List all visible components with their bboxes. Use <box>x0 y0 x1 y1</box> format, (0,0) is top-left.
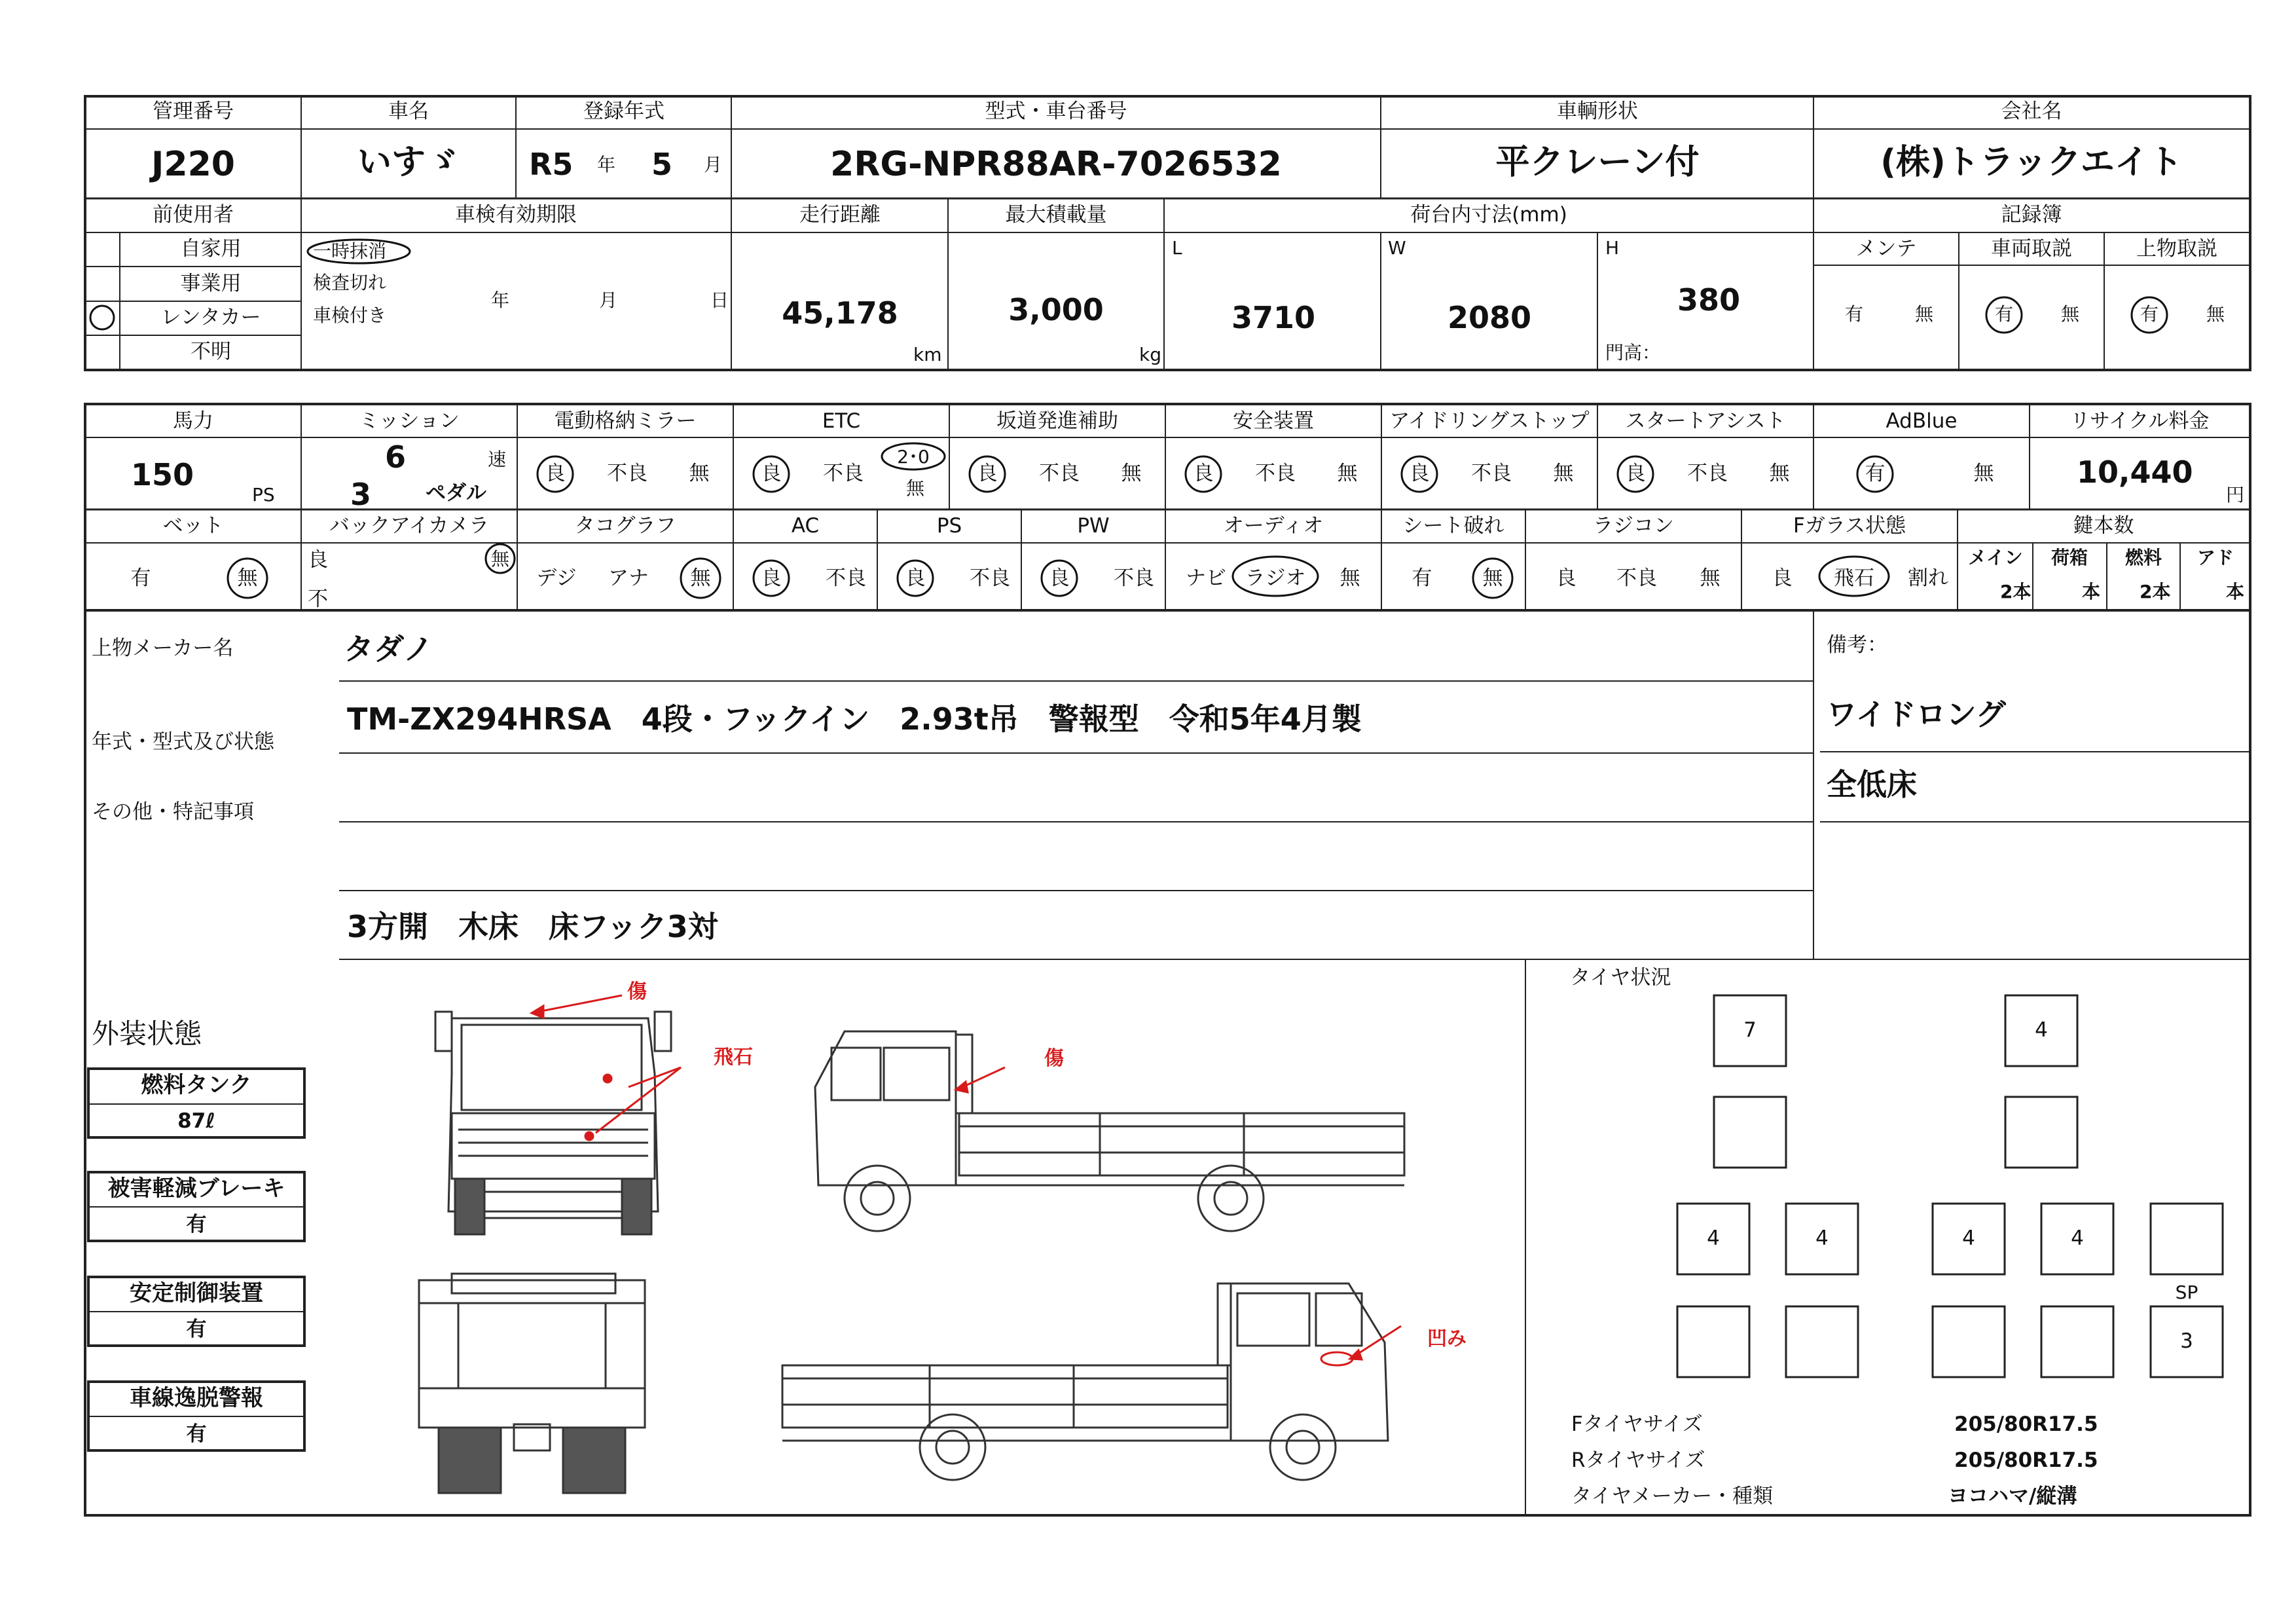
anzen-furyo: 不良 <box>1255 462 1296 485</box>
glass-ryo: 良 <box>1772 566 1793 590</box>
anzen-ryo: 良 <box>1193 462 1214 485</box>
use-jikayo: 自家用 <box>180 237 242 261</box>
ps-ryo: 良 <box>905 566 926 590</box>
seat-yu: 有 <box>1412 566 1432 590</box>
damage-hekomi: 凹み <box>1427 1327 1467 1350</box>
truck-front-view <box>435 1012 671 1234</box>
kanri-value: J220 <box>151 145 235 184</box>
ac-ryo: 良 <box>761 566 782 590</box>
pedals-value: 3 <box>350 477 372 512</box>
header-shamei: 車名 <box>388 100 429 123</box>
taco-ana: アナ <box>608 566 649 590</box>
back-mu: 無 <box>490 548 510 570</box>
uwamono-torisetsu-label: 上物取説 <box>2136 237 2217 261</box>
mirror-furyo: 不良 <box>607 462 647 485</box>
biko-line2: 全低床 <box>1827 767 1917 802</box>
L-label: L <box>1172 237 1182 259</box>
tire-rear-1: 4 <box>1707 1227 1720 1250</box>
pedal-label: ペダル <box>426 481 486 505</box>
radicon-ryo: 良 <box>1556 566 1576 590</box>
key-main-label: メイン <box>1968 547 2023 568</box>
use-jigyoyo: 事業用 <box>180 272 242 295</box>
header-idling: アイドリングストップ <box>1389 409 1590 433</box>
uwamono-mu: 無 <box>2206 303 2225 325</box>
tire-front-right: 4 <box>2035 1018 2048 1042</box>
header-toroku: 登録年式 <box>583 100 665 123</box>
header-radicon: ラジコン <box>1593 514 1674 538</box>
start-furyo: 不良 <box>1687 462 1728 485</box>
use-fumei: 不明 <box>191 340 231 363</box>
header-soko: 走行距離 <box>799 203 881 227</box>
montaka-label: 門高： <box>1605 342 1661 363</box>
bariki-value: 150 <box>131 457 194 492</box>
header-ac: AC <box>791 514 820 538</box>
header-katashiki: 型式・車台番号 <box>985 100 1127 123</box>
header-pw: PW <box>1077 514 1110 538</box>
key-ad-value: 本 <box>2226 581 2245 602</box>
seat-mu: 無 <box>1482 566 1503 590</box>
etc-furyo: 不良 <box>823 462 864 485</box>
other-line: 3方開 木床 床フック3対 <box>347 909 718 944</box>
kaisha-value: (株)トラックエイト <box>1880 143 2183 182</box>
header-etc: ETC <box>822 409 861 433</box>
tire-rear-2: 4 <box>1815 1227 1829 1250</box>
idling-mu: 無 <box>1553 462 1574 485</box>
f-tire-size-label: Fタイヤサイズ <box>1571 1412 1703 1436</box>
gears-value: 6 <box>385 439 407 475</box>
audio-navi: ナビ <box>1186 566 1226 590</box>
header-taco: タコグラフ <box>574 514 676 538</box>
W-value: 2080 <box>1447 300 1532 335</box>
shaken-nen: 年 <box>491 289 510 311</box>
truck-rear-view <box>419 1274 645 1493</box>
pw-furyo: 不良 <box>1114 566 1154 590</box>
tire-maker-label: タイヤメーカー・種類 <box>1571 1485 1774 1508</box>
idling-furyo: 不良 <box>1471 462 1512 485</box>
shaken-tsuki: 車検付き <box>313 304 387 326</box>
sharyo-yu: 有 <box>1995 303 2014 325</box>
mileage-value: 45,178 <box>782 295 898 331</box>
adblue-yu: 有 <box>1865 462 1886 485</box>
radicon-furyo: 不良 <box>1616 566 1657 590</box>
truck-side-right-view <box>782 1283 1388 1480</box>
damage-kizu-front: 傷 <box>627 980 647 1003</box>
audio-mu: 無 <box>1339 566 1360 590</box>
adblue-mu: 無 <box>1973 462 1994 485</box>
header-mission: ミッション <box>359 409 460 433</box>
load-value: 3,000 <box>1008 292 1104 327</box>
header-ps: PS <box>936 514 962 538</box>
header-kanri: 管理番号 <box>153 100 234 123</box>
key-ad-label: アド <box>2196 547 2234 568</box>
glass-hiseki: 飛石 <box>1834 566 1874 590</box>
uwamono-maker-label: 上物メーカー名 <box>92 637 234 660</box>
H-value: 380 <box>1677 282 1741 318</box>
taco-mu: 無 <box>690 566 711 590</box>
tire-title: タイヤ状況 <box>1570 966 1671 989</box>
header-glass: Fガラス状態 <box>1793 514 1906 538</box>
fuel-tank-value: 87ℓ <box>177 1109 215 1133</box>
mirror-mu: 無 <box>689 462 710 485</box>
stability-value: 有 <box>186 1318 207 1341</box>
key-nenryo-label: 燃料 <box>2124 547 2162 568</box>
tire-sp-value: 3 <box>2180 1329 2193 1353</box>
stability-label: 安定制御装置 <box>130 1280 263 1306</box>
uwamono-yu: 有 <box>2140 303 2159 325</box>
nenshiki-label: 年式・型式及び状態 <box>92 730 274 754</box>
sonota-label: その他・特記事項 <box>92 800 254 824</box>
truck-side-left-view <box>815 1031 1404 1231</box>
etc-version: 2･0 <box>897 446 930 468</box>
damage-hiseki: 飛石 <box>714 1046 753 1069</box>
header-recycle: リサイクル料金 <box>2069 409 2210 433</box>
sharyo-mu: 無 <box>2061 303 2080 325</box>
sharyo-torisetsu-label: 車両取説 <box>1991 237 2072 261</box>
damage-markers <box>532 995 1401 1359</box>
brake-label: 被害軽減ブレーキ <box>107 1175 285 1202</box>
pw-ryo: 良 <box>1049 566 1070 590</box>
header-adblue: AdBlue <box>1886 409 1958 433</box>
tire-rear-3: 4 <box>1962 1227 1975 1250</box>
month-value: 5 <box>651 147 673 182</box>
header-nidai: 荷台内寸法(mm) <box>1410 203 1567 227</box>
header-shaken: 車検有効期限 <box>455 203 577 227</box>
ps-unit: PS <box>252 484 275 506</box>
header-anzen: 安全装置 <box>1233 409 1314 433</box>
f-tire-size: 205/80R17.5 <box>1954 1412 2098 1436</box>
glass-ware: 割れ <box>1908 566 1948 590</box>
H-label: H <box>1605 237 1620 259</box>
kg-unit: kg <box>1139 344 1161 365</box>
header-seat: シート破れ <box>1402 514 1504 538</box>
tire-rear-4: 4 <box>2071 1227 2084 1250</box>
header-keys: 鍵本数 <box>2073 514 2134 538</box>
key-niba-label: 荷箱 <box>2050 547 2088 568</box>
tsuki-label: 月 <box>704 154 723 175</box>
truck-diagrams <box>419 1012 1404 1493</box>
damage-kizu-side: 傷 <box>1044 1047 1064 1070</box>
ps-furyo: 不良 <box>970 566 1010 590</box>
keijo-value: 平クレーン付 <box>1495 143 1700 182</box>
brake-value: 有 <box>186 1213 207 1236</box>
ichiji-massho: 一時抹消 <box>313 240 387 262</box>
header-keijo: 車輌形状 <box>1557 100 1638 123</box>
tire-sp-label: SP <box>2175 1282 2198 1303</box>
taco-deji: デジ <box>536 566 577 590</box>
bed-mu: 無 <box>237 566 258 590</box>
shaken-tsuki-label: 月 <box>599 289 618 311</box>
mirror-ryo: 良 <box>545 462 566 485</box>
model-line: TM-ZX294HRSA 4段・フックイン 2.93t吊 警報型 令和5年4月製 <box>347 701 1362 737</box>
radicon-mu: 無 <box>1700 566 1721 590</box>
etc-ryo: 良 <box>761 462 782 485</box>
bed-yu: 有 <box>130 566 151 590</box>
ac-furyo: 不良 <box>826 566 866 590</box>
saka-ryo: 良 <box>977 462 998 485</box>
header-saka: 坂道発進補助 <box>996 409 1118 433</box>
header-start: スタートアシスト <box>1625 409 1786 433</box>
header-audio: オーディオ <box>1223 514 1324 538</box>
lane-warning-value: 有 <box>186 1422 207 1446</box>
r-tire-size-label: Rタイヤサイズ <box>1571 1449 1705 1472</box>
mente-mu: 無 <box>1915 303 1934 325</box>
kensa-kire: 検査切れ <box>313 272 387 293</box>
header-mirror: 電動格納ミラー <box>554 409 697 433</box>
r-tire-size: 205/80R17.5 <box>1954 1449 2098 1472</box>
L-value: 3710 <box>1231 300 1316 335</box>
header-zenshiyo: 前使用者 <box>153 203 234 227</box>
biko-line1: ワイドロング <box>1827 697 2006 732</box>
etc-mu: 無 <box>905 477 925 499</box>
tire-front-left: 7 <box>1743 1018 1757 1042</box>
header-kiroku: 記録簿 <box>2001 203 2062 227</box>
nen-label: 年 <box>597 154 616 175</box>
km-unit: km <box>913 344 942 365</box>
saka-mu: 無 <box>1121 462 1142 485</box>
mente-yu: 有 <box>1845 303 1864 325</box>
start-mu: 無 <box>1769 462 1790 485</box>
lane-warning-label: 車線逸脱警報 <box>130 1385 263 1411</box>
start-ryo: 良 <box>1625 462 1646 485</box>
era-value: R5 <box>529 147 574 182</box>
yen-unit: 円 <box>2226 484 2245 506</box>
back-fu: 不 <box>308 587 328 611</box>
fuel-tank-label: 燃料タンク <box>141 1072 252 1098</box>
header-back: バックアイカメラ <box>329 514 490 538</box>
mente-label: メンテ <box>1855 237 1917 261</box>
shamei-value: いすゞ <box>357 143 460 182</box>
use-rentacar: レンタカー <box>160 306 261 329</box>
header-bariki: 馬力 <box>173 409 213 433</box>
audio-radio: ラジオ <box>1245 566 1306 590</box>
header-saidai: 最大積載量 <box>1005 203 1107 227</box>
key-main-value: 2本 <box>2000 581 2032 602</box>
recycle-value: 10,440 <box>2077 454 2193 490</box>
exterior-title: 外装状態 <box>92 1018 202 1050</box>
header-kaisha: 会社名 <box>2001 100 2062 123</box>
W-label: W <box>1388 237 1406 259</box>
tire-maker: ヨコハマ/縦溝 <box>1948 1485 2077 1508</box>
key-nenryo-value: 2本 <box>2140 581 2171 602</box>
key-niba-value: 本 <box>2082 581 2101 602</box>
uwamono-maker-value: タダノ <box>344 631 433 667</box>
shaken-hi: 日 <box>710 289 729 311</box>
back-ryo: 良 <box>308 548 328 572</box>
header-bed: ベット <box>162 514 224 538</box>
idling-ryo: 良 <box>1409 462 1430 485</box>
saka-furyo: 不良 <box>1039 462 1080 485</box>
soku-label: 速 <box>488 449 507 470</box>
anzen-mu: 無 <box>1337 462 1358 485</box>
biko-label: 備考： <box>1827 633 1887 657</box>
katashiki-value: 2RG-NPR88AR-7026532 <box>830 145 1282 184</box>
